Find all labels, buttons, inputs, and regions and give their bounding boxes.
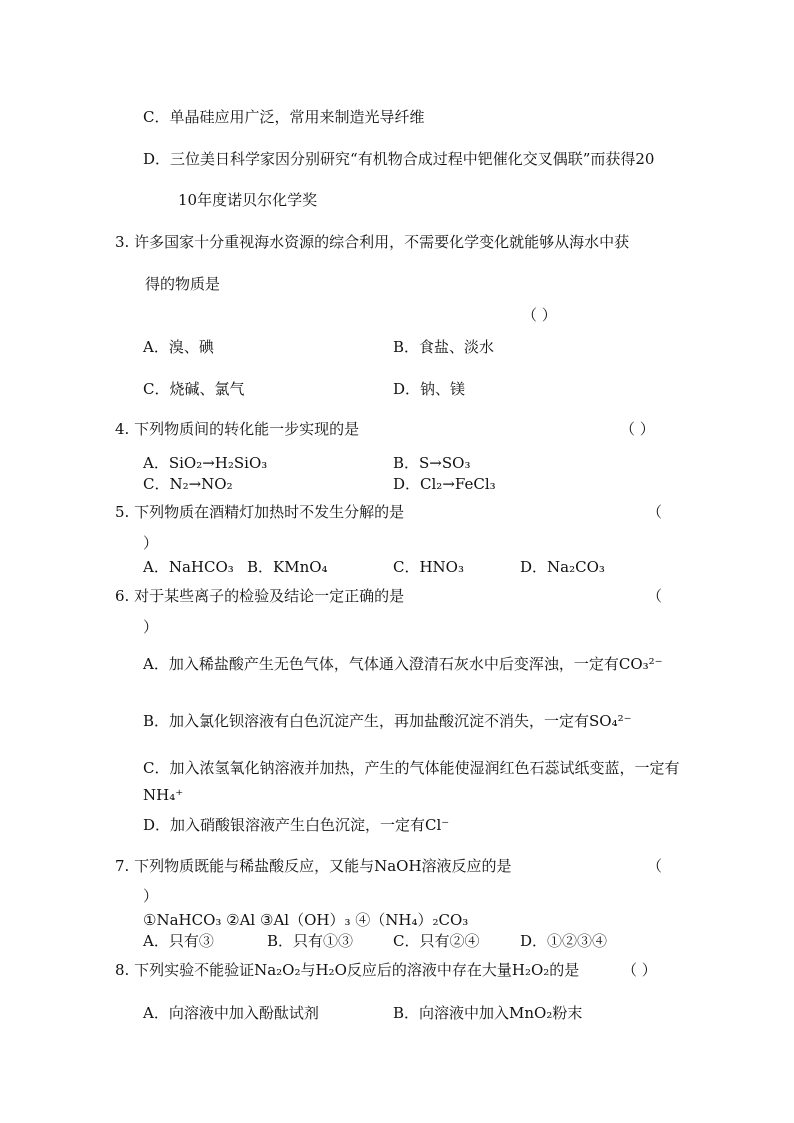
q3-answer-bracket: （ ） <box>522 306 557 324</box>
q6-option-b: B．加入氯化钡溶液有白色沉淀产生，再加盐酸沉淀不消失，一定有SO₄²⁻ <box>143 712 632 730</box>
q7-bracket-open: （ <box>647 857 663 875</box>
q6-bracket-close: ） <box>143 618 159 636</box>
q5-stem: 5. 下列物质在酒精灯加热时不发生分解的是 <box>115 503 405 521</box>
q5-option-d: D．Na₂CO₃ <box>520 558 605 576</box>
q5-option-b: B．KMnO₄ <box>247 558 328 576</box>
q7-option-c: C．只有②④ <box>393 932 480 950</box>
q4-option-c: C．N₂→NO₂ <box>143 475 233 493</box>
q3-option-d: D．钠、镁 <box>393 380 466 398</box>
q6-stem: 6. 对于某些离子的检验及结论一定正确的是 <box>115 587 405 605</box>
q2-option-c: C．单晶硅应用广泛，常用来制造光导纤维 <box>143 108 425 126</box>
q6-bracket-open: （ <box>647 587 663 605</box>
q5-bracket-open: （ <box>647 503 663 521</box>
q6-option-c: C．加入浓氢氧化钠溶液并加热，产生的气体能使湿润红色石蕊试纸变蓝，一定有NH₄⁺ <box>143 759 680 804</box>
q7-option-a: A．只有③ <box>143 932 214 950</box>
q5-bracket-close: ） <box>143 534 159 552</box>
q4-option-b: B．S→SO₃ <box>393 454 471 472</box>
q6-option-d: D．加入硝酸银溶液产生白色沉淀，一定有Cl⁻ <box>143 816 450 834</box>
q7-compound-list: ①NaHCO₃ ②Al ③Al（OH）₃ ④（NH₄）₂CO₃ <box>143 911 469 929</box>
q2-option-d-line1: D．三位美日科学家因分别研究“有机物合成过程中钯催化交叉偶联”而获得20 <box>143 150 655 168</box>
q8-answer-bracket: （ ） <box>622 961 657 979</box>
q5-option-a: A．NaHCO₃ <box>143 558 234 576</box>
q5-option-c: C．HNO₃ <box>393 558 464 576</box>
q8-stem: 8. 下列实验不能验证Na₂O₂与H₂O反应后的溶液中存在大量H₂O₂的是 <box>115 961 580 979</box>
q4-answer-bracket: （ ） <box>620 420 655 438</box>
q7-bracket-close: ） <box>143 887 159 905</box>
q4-stem: 4. 下列物质间的转化能一步实现的是 <box>115 420 360 438</box>
q3-stem-line2: 得的物质是 <box>145 275 221 293</box>
q7-option-d: D．①②③④ <box>520 932 608 950</box>
q3-option-a: A．溴、碘 <box>143 338 214 356</box>
q8-option-b: B．向溶液中加入MnO₂粉末 <box>393 1004 583 1022</box>
q3-option-c: C．烧碱、氯气 <box>143 380 245 398</box>
q3-option-b: B．食盐、淡水 <box>393 338 495 356</box>
q7-option-b: B．只有①③ <box>267 932 354 950</box>
q6-option-a: A．加入稀盐酸产生无色气体，气体通入澄清石灰水中后变浑浊，一定有CO₃²⁻ <box>143 655 663 673</box>
q4-option-a: A．SiO₂→H₂SiO₃ <box>143 454 268 472</box>
q2-option-d-line2: 10年度诺贝尔化学奖 <box>178 191 318 209</box>
q8-option-a: A．向溶液中加入酚酞试剂 <box>143 1004 319 1022</box>
q7-stem: 7. 下列物质既能与稀盐酸反应，又能与NaOH溶液反应的是 <box>115 857 512 875</box>
q4-option-d: D．Cl₂→FeCl₃ <box>393 475 496 493</box>
q3-stem-line1: 3. 许多国家十分重视海水资源的综合利用，不需要化学变化就能够从海水中获 <box>115 233 630 251</box>
